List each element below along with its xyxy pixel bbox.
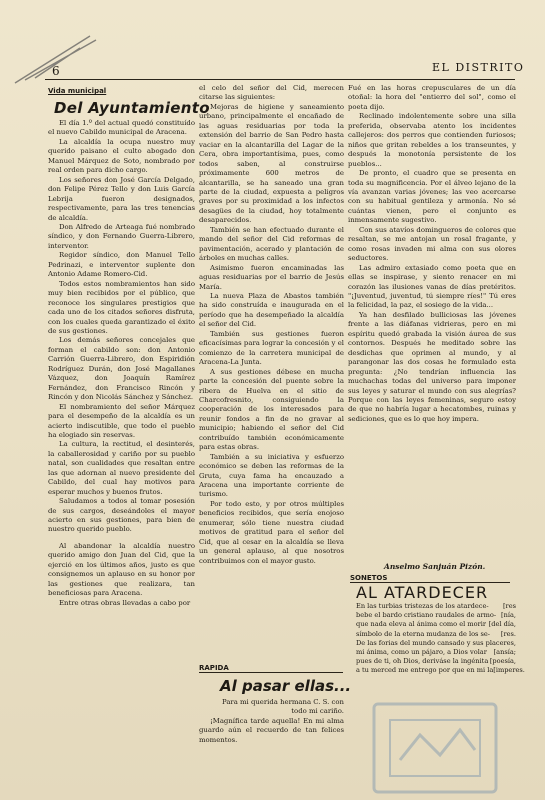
paragraph: Regidor síndico, don Manuel Tello Pedrinazi, e interventor suplente don Antonio Adame Romero-Cid.	[48, 251, 195, 279]
poem-line: símbolo de la eterna mudanza de los se- [res.	[356, 629, 516, 638]
poem-line: En las turbias tristezas de los atardece- [res	[356, 602, 516, 610]
paragraph: Al abandonar la alcaldía nuestro querido amigo don Juan del Cid, que la ejerció en los últimos años, justo es que consignemos un aplauso en su honor por las gestiones que realizara, tan beneficiosas para Aracena.	[48, 541, 195, 598]
paragraph: De pronto, el cuadro que se presenta en toda su magnificencia. Por el álveo lejano de la vía avanzan varias jóvenes; las veo acercarse con su habitual gentileza y armonía. No sé cuántas vienen, pero el conjunto es inmensamente sugestivo.	[348, 169, 516, 225]
paragraph: ¡Magnífica tarde aquella! En mi alma guardo aún el recuerdo de tan felices momentos.	[199, 716, 344, 744]
header-rule	[45, 79, 515, 80]
paragraph: El nombramiento del señor Márquez para el desempeño de la alcaldía es un acierto indiscutible, que todo el pueblo ha elogiado sin reservas.	[48, 402, 195, 439]
paragraph: También se han efectuado durante el mando del señor del Cid reformas de pavimentación, acerado y plantación de árboles en muchas calles.	[199, 225, 344, 263]
paragraph: Ya han desfilado bulliciosas las jóvenes frente a las diáfanas vidrieras, pero en mi espíritu quedó grabada la visión áurea de sus contornos. Después he meditado sobre las desdichas que oprimen al mundo, y al parangonar las dos cosas he formulado esta pregunta: ¿No tendrían influencia las muchachas todas del universo para imponer sus leyes y saturar el mundo con sus alegrías? Porque con las leyes femeninas, seguro estoy de que no habría lugar a hecatombes, ruinas y sediciones, que es lo que hoy impera.	[348, 310, 516, 423]
paragraph: Fué en las horas crepusculares de un día otoñal: la hora del "entierro del sol", como el poeta dijo.	[348, 84, 516, 111]
poem-line: pues de ti, oh Dios, deriváse la ingénita [poesía,	[356, 657, 516, 666]
paragraph: el celo del señor del Cid, merecen citarse las siguientes:	[199, 84, 344, 102]
poem-line: que nada eleva al ánima como el morir [del día,	[356, 620, 516, 629]
paragraph: La nueva Plaza de Abastos también ha sido construída e inaugurada en el período que ha desempeñado la alcaldía el señor del Cid.	[199, 291, 344, 329]
paragraph: Todos estos nombramientos han sido muy bien recibidos por el público, que reconoce los singulares prestigios que cada uno de los citados señores disfruta, con los cuales queda garantizado el éxito de sus gestiones.	[48, 279, 195, 335]
poem-line: a tu merced me entrego por que en mi la [imperes.	[356, 666, 525, 675]
paragraph: Por todo esto, y por otros múltiples beneficios recibidos, que sería enojoso enumerar, sólo tiene nuestra ciudad motivos de gratitud para el señor del Cid, que al cesar en la alcaldía se lleva un general aplauso, al que nosotros contribuimos con el mayor gusto.	[199, 499, 344, 565]
paragraph: A sus gestiones débese en mucha parte la concesión del puente sobre la ribera de Huelva en el sitio de Charcofresnito, consiguiendo la cooperación de los interesados para reunir fondos a fin de no gravar al municipio; habiendo el señor del Cid contribuído también económicamente para estas obras.	[199, 367, 344, 452]
paragraph: La cultura, la rectitud, el desinterés, la caballerosidad y cariño por su pueblo natal, son cualidades que resaltan entre las que adornan al nuevo presidente del Cabildo, del cual hay motivos para esperar muchos y buenos frutos.	[48, 440, 195, 496]
paragraph: También a su iniciativa y esfuerzo económico se deben las reformas de la Gruta, cuya fama ha encauzado a Aracena una importante corriente de turismo.	[199, 452, 344, 499]
paragraph: La alcaldía la ocupa nuestro muy querido paisano el culto abogado don Manuel Márquez de Soto, nombrado por real orden para dicho cargo.	[48, 137, 195, 175]
paragraph: Entre otras obras llevadas a cabo por	[59, 598, 191, 607]
paragraph: También sus gestiones fueron eficacísimas para lograr la concesión y el comienzo de la carretera municipal de Aracena-La Junta.	[199, 329, 344, 367]
author-signature: Anselmo Sanjuán Pizón.	[384, 562, 486, 571]
page-number: 6	[52, 64, 60, 78]
paragraph: Los señores don José García Delgado, don Felipe Pérez Tello y don Luis García Lebrija fueron designados, respectivamente, para las tres tenencias de alcaldía.	[48, 175, 195, 222]
rapida-label: RAPIDA	[199, 664, 343, 673]
poem-line: mi ánima, como un pájaro, a Dios volar [ansía;	[356, 648, 516, 657]
column-3	[348, 84, 516, 564]
paragraph: Asimismo fueron encaminadas las aguas residuarias por el barrio de Jesús María.	[199, 263, 344, 291]
paragraph: Saludamos a todos al tomar posesión de sus cargos, deseándoles el mayor acierto en sus gestiones, para bien de nuestro querido pueblo.	[48, 497, 195, 534]
section-label: Vida municipal	[48, 87, 107, 95]
paragraph: Las admiro extasiado como poeta que en ellas se inspirase, y siento renacer en mi corazón las ilusiones vanas de días pretéritos. "¡Juventud, juventud, tú siempre ríes!" Tú eres la felicidad, la paz, el sosiego de la vida...	[348, 263, 516, 310]
library-watermark-icon	[370, 700, 500, 796]
poem-title: AL ATARDECER	[356, 583, 489, 602]
paragraph: Mejoras de higiene y saneamiento urbano, principalmente el encañado de las aguas residuarias por toda la extensión del barrio de San Pedro hasta vaciar en la alcantarilla del Lagar de la Cera, obra importantísima, pues, como todos saben, al construirse próximamente 600 metros de alcantarilla, se ha saneado una gran parte de la ciudad, expuesta a peligros graves por su proximidad a los infectos desagües de la ciudad, hoy totalmente desaparecidos.	[199, 102, 344, 225]
poem	[350, 602, 525, 676]
poem-line: bebe el bardo cristiano raudales de armo- [nía,	[356, 611, 516, 620]
column-1	[48, 119, 195, 789]
rapida-body	[199, 698, 344, 745]
paragraph: Don Alfredo de Arteaga fué nombrado síndico, y don Fernando Guerra-Librero, interventor.	[48, 222, 195, 250]
sonetos-label: SONETOS	[350, 574, 510, 583]
article-title: Del Ayuntamiento	[54, 99, 210, 117]
masthead: EL DISTRITO	[432, 61, 525, 74]
rapida-title: Al pasar ellas...	[220, 677, 352, 695]
paragraph: Reclinado indolentemente sobre una silla preferida, observaba atento los incidentes callejeros: dos perros que contienden furiosos; niños que gritan rebeldes a los transeuntes, y después la monotonía persistente de los pueblos...	[348, 112, 516, 168]
dedication: Para mi querida hermana C. S. con todo mi cariño.	[222, 698, 344, 716]
poem-line: De las forias del mundo cansado y sus placeres,	[356, 638, 516, 647]
paragraph: El día 1.º del actual quedó constituído el nuevo Cabildo municipal de Aracena.	[48, 119, 195, 137]
column-2	[199, 84, 344, 654]
paragraph: Con sus atavíos domingueros de colores que resaltan, se me antojan un rosal fragante, y como rosas invaden mi alma con sus olores seductores.	[348, 225, 516, 263]
paragraph: Los demás señores concejales que forman el cabildo son: don Antonio Carrión Guerra-Librero, don Espiridión Rodríguez Durán, don José Magallanes Vázquez, don Joaquín Ramírez Fernández, don Francisco Rincón y Rincón y don Nicolás Sánchez y Sánchez.	[48, 336, 195, 402]
